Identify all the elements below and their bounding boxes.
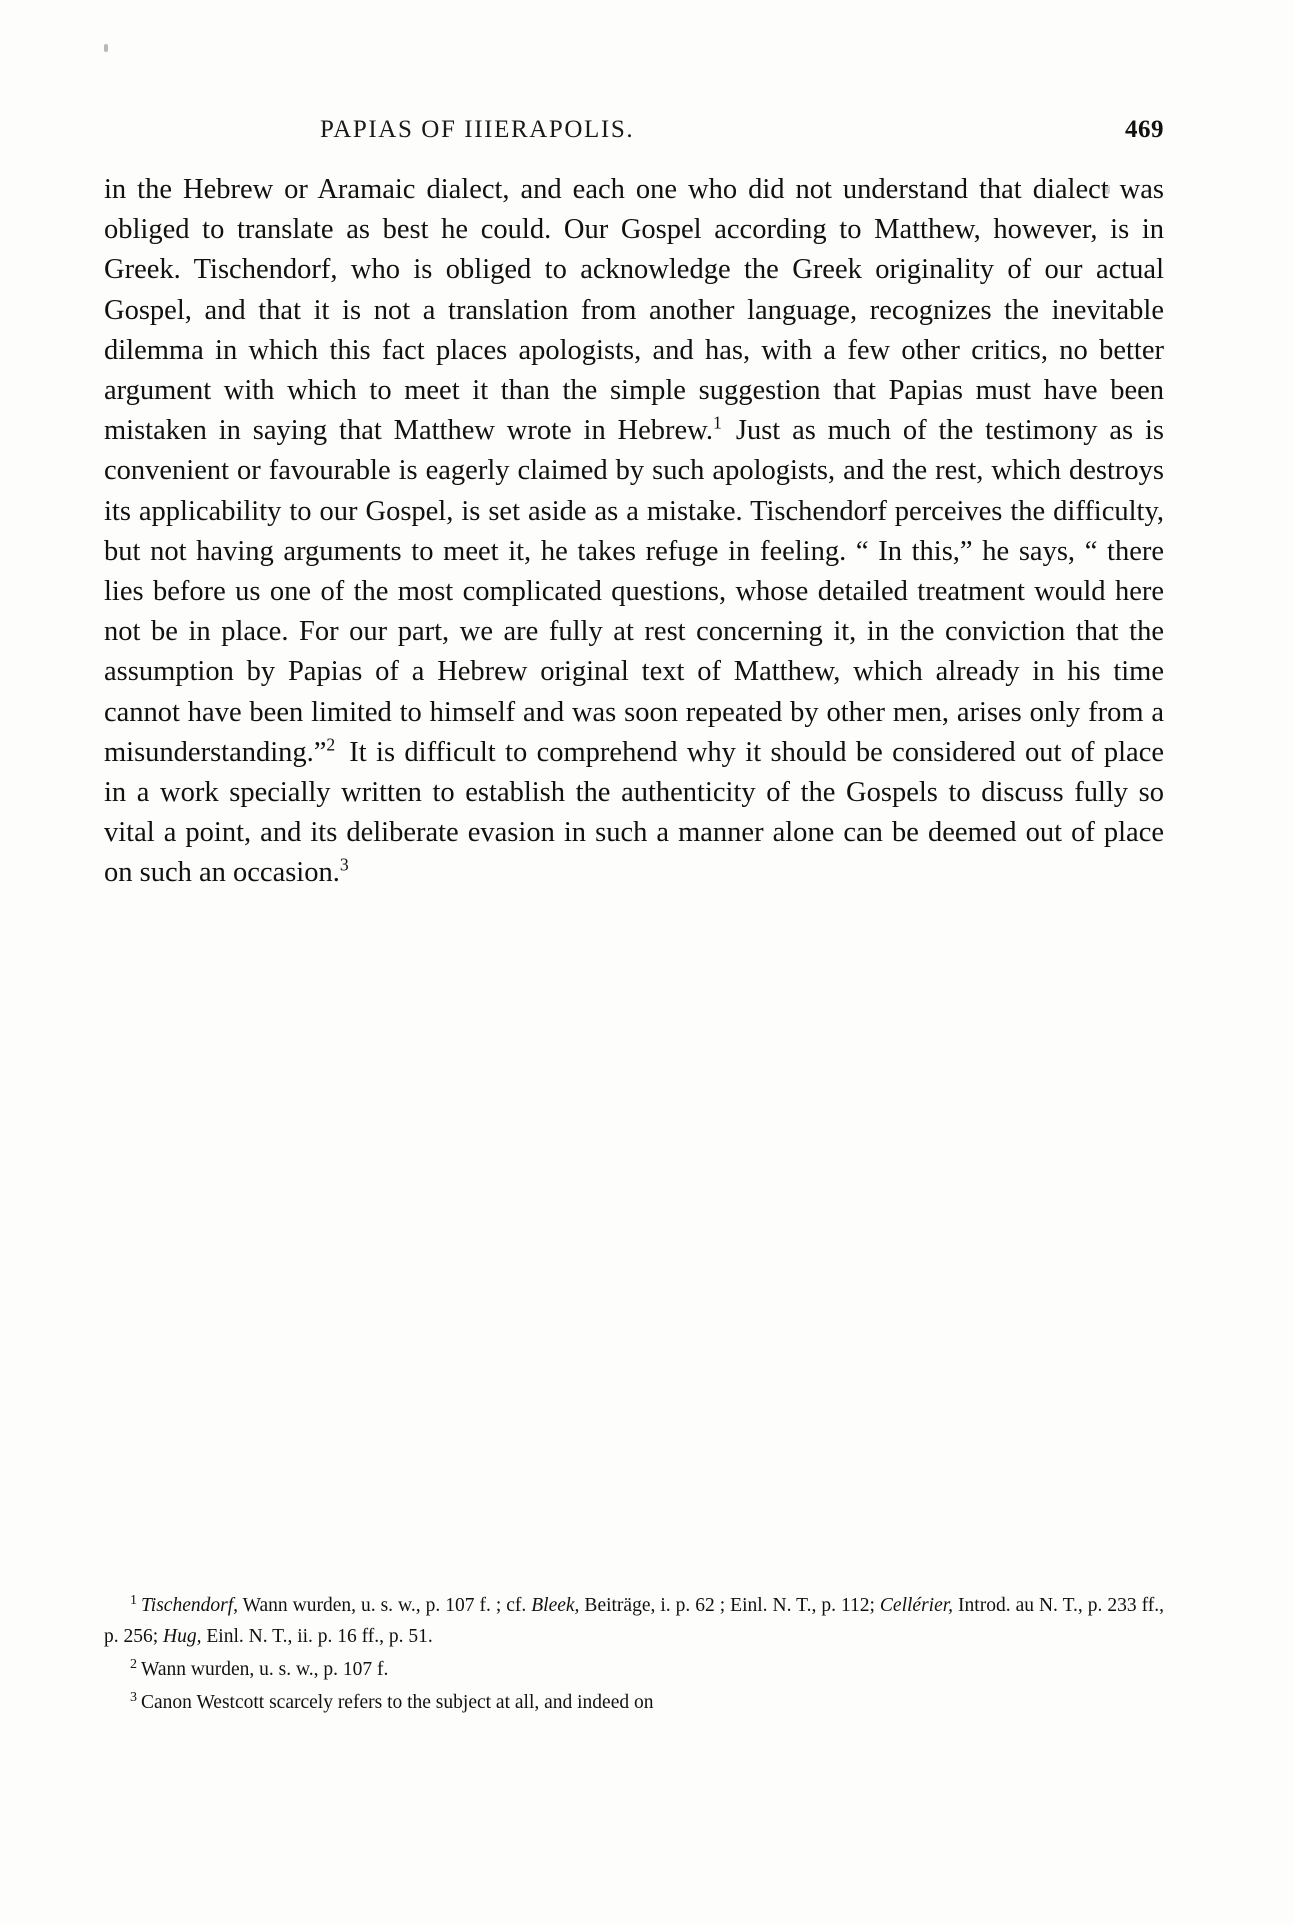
footnote-3 (104, 1687, 1164, 1718)
footnote-marker-1: 1 (130, 1591, 138, 1608)
footnote-2-text: Wann wurden, u. s. w., p. 107 f. (141, 1659, 389, 1680)
footnote-marker-3: 3 (130, 1688, 138, 1705)
footnotes-block (104, 1590, 1164, 1720)
footnote-ref-2[interactable]: 2 (326, 734, 336, 755)
footnote-1 (104, 1590, 1164, 1652)
footnote-1-text-b: Beiträge, i. (579, 1595, 671, 1616)
running-title: PAPIAS OF IIIERAPOLIS. (320, 116, 635, 143)
body-text (104, 170, 1164, 894)
paragraph-main (104, 170, 1164, 894)
footnote-ref-3[interactable]: 3 (339, 854, 349, 875)
footnote-1-line2-pre: p. 62 ; Einl. N. T., p. 112; (675, 1595, 880, 1616)
footnote-1-line2-rest: Introd. au N. T., p. 233 ff., p. 256; (104, 1595, 1165, 1647)
footnote-marker-2: 2 (130, 1655, 138, 1672)
scan-artifact-speck (104, 44, 108, 52)
paragraph-part-3: It is difficult to comprehend why it should be considered out of place in a work specially written to establish the authenticity of the Gospels to discuss fully so vital a point, and its deliberate evasion in such a manner alone can be deemed out of place on such an occasion. (104, 736, 1164, 889)
page-number: 469 (1125, 116, 1164, 143)
footnote-1-author: Tischendorf, (141, 1595, 238, 1616)
footnote-1-author-b: Bleek, (531, 1595, 580, 1616)
footnote-1-line3-rest: Einl. N. T., ii. p. 16 ff., p. 51. (201, 1626, 433, 1647)
footnote-2 (104, 1654, 1164, 1685)
footnote-1-author-c: Cellérier, (879, 1595, 954, 1616)
paragraph-part-1: in the Hebrew or Aramaic dialect, and each one who did not understand that dialect was obliged to translate as best he could. Our Gospel according to Matthew, however, is in Greek. Tischendorf, who is obliged to acknowledge the Greek originality of our actual Gospel, and that it is not a translation from another language, recognizes the inevitable dilemma in which this fact places apologists, and has, with a few other critics, no better argument with which to meet it than the simple suggestion that Papias must have been mistaken in saying that Matthew wrote in Hebrew. (104, 174, 1164, 447)
footnote-1-text-a: Wann wurden, u. s. w., p. 107 f. ; cf. (237, 1595, 532, 1616)
page-header (124, 116, 1164, 146)
footnote-3-text: Canon Westcott scarcely refers to the subject at all, and indeed on (141, 1692, 654, 1713)
footnote-ref-1[interactable]: 1 (713, 412, 722, 433)
paragraph-part-2: Just as much of the testimony as is convenient or favourable is eagerly claimed by such apologists, and the rest, which destroys its applicability to our Gospel, is set aside as a mistake. Tischendorf perceives the difficulty, but not having arguments to meet it, he takes refuge in feeling. “ In this,” he says, “ there lies before us one of the most complicated questions, whose detailed treatment would here not be in place. For our part, we are fully at rest concerning it, in the conviction that the assumption by Papias of a Hebrew original text of Matthew, which already in his time cannot have been limited to himself and was soon repeated by other men, arises only from a misunderstanding.” (104, 415, 1164, 768)
footnote-1-author-d: Hug, (163, 1626, 202, 1647)
